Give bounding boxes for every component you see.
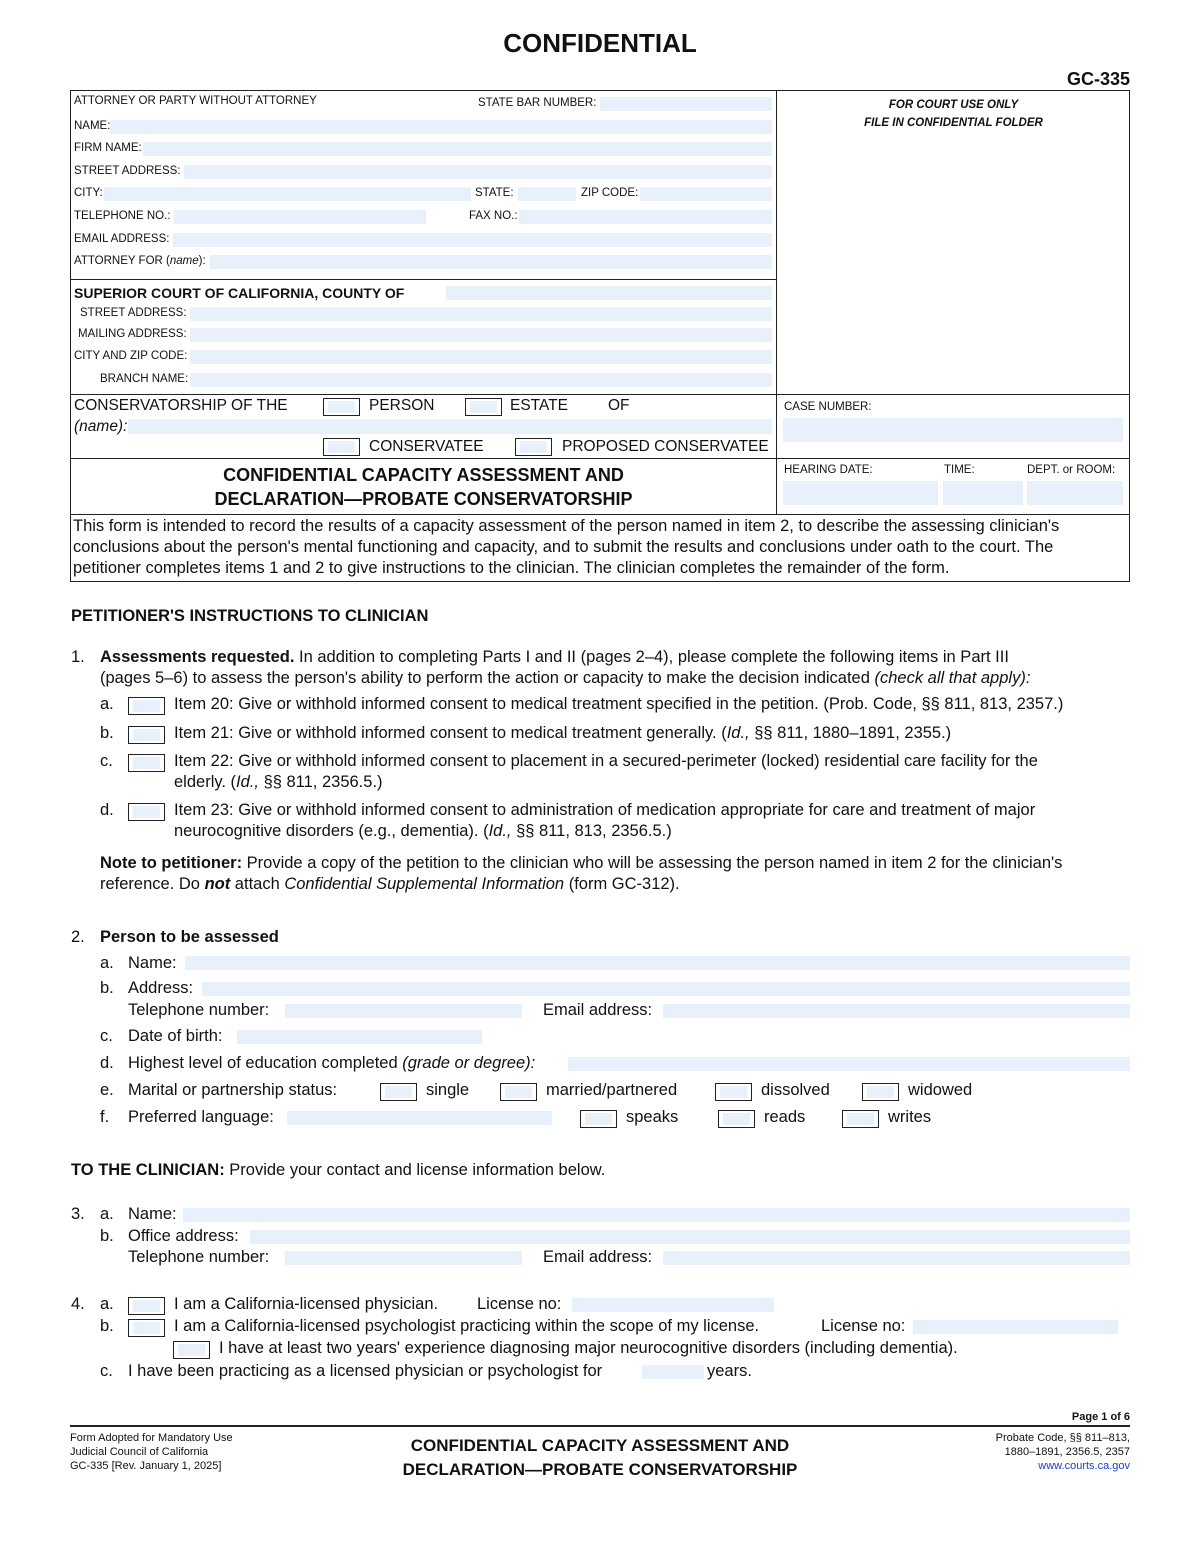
reads-checkbox[interactable] bbox=[718, 1110, 755, 1128]
person-label: PERSON bbox=[369, 397, 435, 414]
practice-years-text: I have been practicing as a licensed physician or psychologist for bbox=[128, 1362, 603, 1380]
item2c-label: Date of birth: bbox=[128, 1027, 223, 1045]
item3b-letter: b. bbox=[100, 1227, 114, 1245]
state-field[interactable] bbox=[518, 187, 576, 201]
firm-name-label: FIRM NAME: bbox=[74, 142, 142, 154]
email-label: EMAIL ADDRESS: bbox=[74, 233, 170, 245]
case-number-label: CASE NUMBER: bbox=[784, 401, 872, 413]
item20-checkbox[interactable] bbox=[128, 697, 165, 715]
fax-field[interactable] bbox=[519, 210, 772, 224]
city-field[interactable] bbox=[104, 187, 471, 201]
item1a-letter: a. bbox=[100, 695, 114, 713]
fax-label: FAX NO.: bbox=[469, 210, 518, 222]
form-title-line2: DECLARATION—PROBATE CONSERVATORSHIP bbox=[214, 489, 633, 509]
item2d-label: Highest level of education completed (grade or degree): bbox=[128, 1054, 536, 1072]
hearing-time-label: TIME: bbox=[944, 464, 975, 476]
bar-number-label: STATE BAR NUMBER: bbox=[478, 97, 597, 109]
attorney-heading: ATTORNEY OR PARTY WITHOUT ATTORNEY bbox=[74, 95, 317, 107]
conservatee-name-label: (name): bbox=[74, 418, 128, 435]
court-cityzip-label: CITY AND ZIP CODE: bbox=[74, 350, 188, 362]
hearing-time-field[interactable] bbox=[943, 481, 1023, 505]
dissolved-checkbox[interactable] bbox=[715, 1083, 752, 1101]
courts-website-link[interactable]: www.courts.ca.gov bbox=[1038, 1460, 1130, 1472]
item21-checkbox[interactable] bbox=[128, 726, 165, 744]
psychologist-checkbox[interactable] bbox=[128, 1319, 165, 1337]
item1d-line1: Item 23: Give or withhold informed consent to administration of medication appropriate for care and treatment of major bbox=[174, 801, 1036, 819]
assessed-email-field[interactable] bbox=[663, 1004, 1130, 1018]
court-cityzip-field[interactable] bbox=[190, 350, 772, 364]
intro-line2: conclusions about the person's mental functioning and capacity, and to submit the results and conclusions under oath to the court. The bbox=[73, 538, 1054, 556]
physician-text: I am a California-licensed physician. bbox=[174, 1295, 439, 1313]
assessed-name-field[interactable] bbox=[185, 956, 1130, 970]
item3a-label: Name: bbox=[128, 1205, 177, 1223]
physician-license-field[interactable] bbox=[572, 1298, 774, 1312]
footer-rule bbox=[70, 1425, 1130, 1427]
psychologist-text: I am a California-licensed psychologist practicing within the scope of my license. bbox=[174, 1317, 760, 1335]
item2a-label: Name: bbox=[128, 954, 177, 972]
item2-number: 2. bbox=[71, 928, 85, 946]
assessed-address-field[interactable] bbox=[202, 982, 1130, 996]
dissolved-label: dissolved bbox=[761, 1081, 830, 1099]
street-address-label: STREET ADDRESS: bbox=[74, 165, 181, 177]
years-label: years. bbox=[707, 1362, 752, 1380]
writes-checkbox[interactable] bbox=[842, 1110, 879, 1128]
item1c-line2: elderly. (Id., §§ 811, 2356.5.) bbox=[174, 773, 383, 791]
item3a-letter: a. bbox=[100, 1205, 114, 1223]
intro-line1: This form is intended to record the results of a capacity assessment of the person named in item 2, to describe the assessing clinician's bbox=[73, 517, 1060, 535]
clinician-name-field[interactable] bbox=[183, 1208, 1130, 1222]
item4b-letter: b. bbox=[100, 1317, 114, 1335]
court-use-only: FOR COURT USE ONLY bbox=[888, 99, 1019, 111]
experience-checkbox[interactable] bbox=[173, 1341, 210, 1359]
to-clinician-instruction: TO THE CLINICIAN: Provide your contact and license information below. bbox=[71, 1161, 606, 1179]
psychologist-license-label: License no: bbox=[821, 1317, 906, 1335]
speaks-checkbox[interactable] bbox=[580, 1110, 617, 1128]
court-heading: SUPERIOR COURT OF CALIFORNIA, COUNTY OF bbox=[74, 285, 405, 301]
item1d-letter: d. bbox=[100, 801, 114, 819]
proposed-conservatee-checkbox[interactable] bbox=[515, 438, 552, 456]
zip-label: ZIP CODE: bbox=[581, 187, 639, 199]
note-line1: Note to petitioner: Provide a copy of the petition to the clinician who will be assessing the person named in item 2 for the clinician's bbox=[100, 854, 1063, 872]
widowed-checkbox[interactable] bbox=[862, 1083, 899, 1101]
county-field[interactable] bbox=[446, 286, 772, 300]
case-number-field[interactable] bbox=[783, 418, 1123, 442]
city-label: CITY: bbox=[74, 187, 103, 199]
item2b-letter: b. bbox=[100, 979, 114, 997]
item2a-letter: a. bbox=[100, 954, 114, 972]
attorney-for-label: ATTORNEY FOR (name): bbox=[74, 255, 206, 267]
firm-name-field[interactable] bbox=[143, 142, 772, 156]
assessed-phone-field[interactable] bbox=[285, 1004, 522, 1018]
intro-line3: petitioner completes items 1 and 2 to give instructions to the clinician. The clinician completes the remainder of the form. bbox=[73, 559, 950, 577]
item2-phone-label: Telephone number: bbox=[128, 1001, 270, 1019]
reads-label: reads bbox=[764, 1108, 806, 1126]
person-checkbox[interactable] bbox=[323, 398, 360, 416]
married-label: married/partnered bbox=[546, 1081, 678, 1099]
clinician-email-field[interactable] bbox=[663, 1251, 1130, 1265]
telephone-field[interactable] bbox=[174, 210, 426, 224]
footer-right-1: Probate Code, §§ 811–813, bbox=[995, 1432, 1130, 1444]
item3b-label: Office address: bbox=[128, 1227, 239, 1245]
footer-title-1: CONFIDENTIAL CAPACITY ASSESSMENT AND bbox=[410, 1436, 790, 1455]
speaks-label: speaks bbox=[626, 1108, 679, 1126]
item1a-text: Item 20: Give or withhold informed consent to medical treatment specified in the petition. (Prob. Code, §§ 811, 813, 2357.) bbox=[174, 695, 1064, 713]
attorney-for-field[interactable] bbox=[210, 255, 772, 269]
education-field[interactable] bbox=[568, 1057, 1130, 1071]
page-title: CONFIDENTIAL bbox=[503, 28, 697, 58]
form-title-line1: CONFIDENTIAL CAPACITY ASSESSMENT AND bbox=[223, 465, 624, 485]
estate-checkbox[interactable] bbox=[465, 398, 502, 416]
office-address-field[interactable] bbox=[250, 1230, 1130, 1244]
item1c-line1: Item 22: Give or withhold informed consent to placement in a secured-perimeter (locked) residential care facility for the bbox=[174, 752, 1038, 770]
hearing-date-field[interactable] bbox=[783, 481, 938, 505]
email-field[interactable] bbox=[173, 233, 772, 247]
writes-label: writes bbox=[888, 1108, 932, 1126]
physician-checkbox[interactable] bbox=[128, 1297, 165, 1315]
item4-number: 4. bbox=[71, 1295, 85, 1313]
item4c-letter: c. bbox=[100, 1362, 113, 1380]
conservatee-label: CONSERVATEE bbox=[369, 438, 484, 455]
widowed-label: widowed bbox=[908, 1081, 973, 1099]
proposed-conservatee-label: PROPOSED CONSERVATEE bbox=[562, 438, 769, 455]
footer-title-2: DECLARATION—PROBATE CONSERVATORSHIP bbox=[402, 1460, 798, 1479]
item2-heading: Person to be assessed bbox=[100, 928, 279, 946]
item1-number: 1. bbox=[71, 648, 85, 666]
attorney-name-label: NAME: bbox=[74, 120, 111, 132]
form-number: GC-335 bbox=[1066, 69, 1130, 89]
state-label: STATE: bbox=[475, 187, 514, 199]
item1-line1: Assessments requested. In addition to completing Parts I and II (pages 2–4), please complete the following items in Part III bbox=[100, 648, 1009, 666]
confidential-folder-note: FILE IN CONFIDENTIAL FOLDER bbox=[864, 117, 1043, 129]
court-branch-field[interactable] bbox=[190, 373, 772, 387]
item1c-letter: c. bbox=[100, 752, 113, 770]
item1b-text: Item 21: Give or withhold informed consent to medical treatment generally. (Id., §§ 811, 1880–1891, 2355.) bbox=[174, 724, 952, 742]
language-field[interactable] bbox=[287, 1111, 552, 1125]
court-mailing-label: MAILING ADDRESS: bbox=[78, 328, 187, 340]
item1d-line2: neurocognitive disorders (e.g., dementia). (Id., §§ 811, 813, 2356.5.) bbox=[174, 822, 672, 840]
of-label: OF bbox=[608, 397, 630, 414]
item2b-label: Address: bbox=[128, 979, 194, 997]
item2d-letter: d. bbox=[100, 1054, 114, 1072]
footer-left-2: Judicial Council of California bbox=[70, 1446, 209, 1458]
item3-email-label: Email address: bbox=[543, 1248, 653, 1266]
conservatee-name-field[interactable] bbox=[128, 419, 772, 434]
item4a-letter: a. bbox=[100, 1295, 114, 1313]
bar-number-field[interactable] bbox=[600, 97, 772, 111]
attorney-name-field[interactable] bbox=[110, 120, 772, 134]
court-street-field[interactable] bbox=[190, 307, 772, 321]
hearing-date-label: HEARING DATE: bbox=[784, 464, 873, 476]
zip-field[interactable] bbox=[640, 187, 772, 201]
item2c-letter: c. bbox=[100, 1027, 113, 1045]
item3-number: 3. bbox=[71, 1205, 85, 1223]
street-address-field[interactable] bbox=[184, 165, 772, 179]
clinician-phone-field[interactable] bbox=[285, 1251, 522, 1265]
item22-checkbox[interactable] bbox=[128, 754, 165, 772]
practice-years-field[interactable] bbox=[642, 1365, 704, 1379]
note-line2: reference. Do not attach Confidential Supplemental Information (form GC-312). bbox=[100, 875, 680, 893]
item3-phone-label: Telephone number: bbox=[128, 1248, 270, 1266]
conservatorship-label: CONSERVATORSHIP OF THE bbox=[74, 397, 288, 414]
conservatee-checkbox[interactable] bbox=[323, 438, 360, 456]
psychologist-license-field[interactable] bbox=[913, 1320, 1118, 1334]
telephone-label: TELEPHONE NO.: bbox=[74, 210, 171, 222]
item2f-letter: f. bbox=[100, 1108, 110, 1126]
married-checkbox[interactable] bbox=[500, 1083, 537, 1101]
estate-label: ESTATE bbox=[510, 397, 568, 414]
item1b-letter: b. bbox=[100, 724, 114, 742]
hearing-dept-field[interactable] bbox=[1027, 481, 1123, 505]
item2-email-label: Email address: bbox=[543, 1001, 653, 1019]
single-label: single bbox=[426, 1081, 470, 1099]
footer-right-2: 1880–1891, 2356.5, 2357 bbox=[1004, 1446, 1130, 1458]
experience-text: I have at least two years' experience diagnosing major neurocognitive disorders (including dementia). bbox=[219, 1339, 958, 1357]
item2e-label: Marital or partnership status: bbox=[128, 1081, 338, 1099]
item2e-letter: e. bbox=[100, 1081, 114, 1099]
footer-left-3: GC-335 [Rev. January 1, 2025] bbox=[70, 1460, 222, 1472]
item2f-label: Preferred language: bbox=[128, 1108, 274, 1126]
hearing-dept-label: DEPT. or ROOM: bbox=[1027, 464, 1116, 476]
physician-license-label: License no: bbox=[477, 1295, 562, 1313]
single-checkbox[interactable] bbox=[380, 1083, 417, 1101]
item23-checkbox[interactable] bbox=[128, 803, 165, 821]
item1-line2: (pages 5–6) to assess the person's ability to perform the action or capacity to make the decision indicated (check all that apply): bbox=[100, 669, 1031, 687]
page-number: Page 1 of 6 bbox=[1071, 1411, 1130, 1423]
court-branch-label: BRANCH NAME: bbox=[100, 373, 189, 385]
footer-left-1: Form Adopted for Mandatory Use bbox=[70, 1432, 233, 1444]
birth-date-field[interactable] bbox=[237, 1030, 482, 1044]
court-street-label: STREET ADDRESS: bbox=[80, 307, 187, 319]
petitioner-section-heading: PETITIONER'S INSTRUCTIONS TO CLINICIAN bbox=[71, 607, 429, 625]
court-mailing-field[interactable] bbox=[190, 328, 772, 342]
